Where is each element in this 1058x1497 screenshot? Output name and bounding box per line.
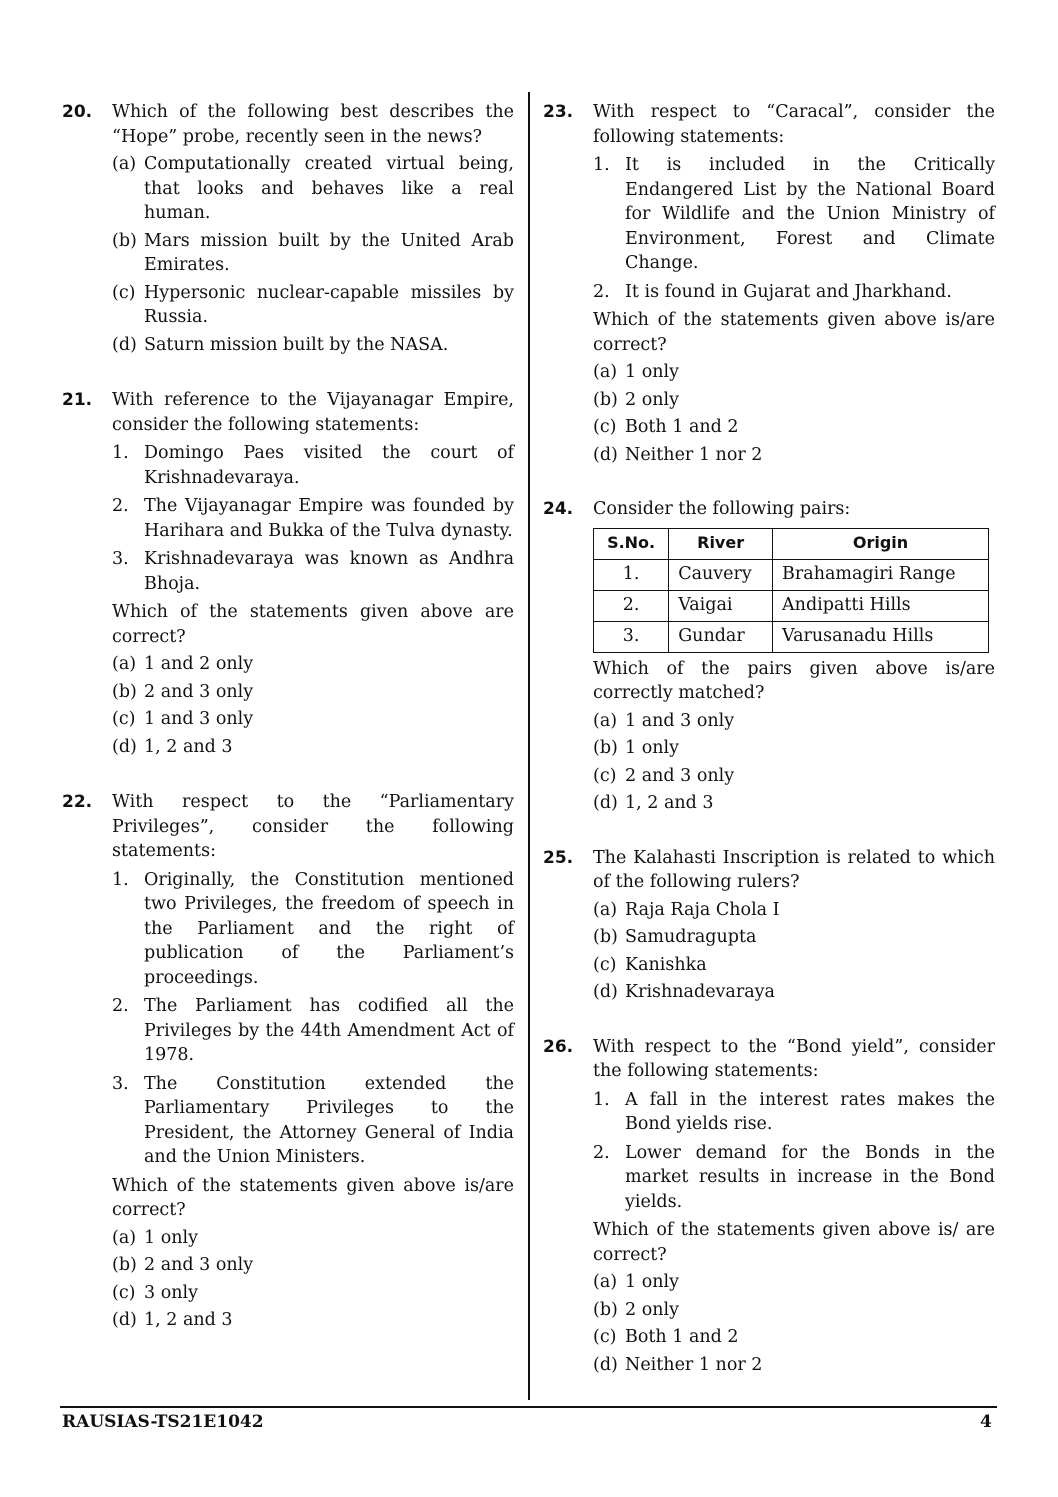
option-c: (c) Kanishka (593, 954, 707, 975)
option-d: (d) 1, 2 and 3 (112, 736, 233, 757)
question-text: With respect to the “Parliamentary Privileges”, consider the following statements: (112, 792, 514, 861)
question-number: 20. (62, 102, 93, 122)
table-row (594, 590, 989, 621)
option-a: (a) 1 only (112, 1227, 198, 1248)
question-text: With reference to the Vijayanagar Empire, consider the following statements: (112, 390, 514, 435)
statement-2: 2. The Vijayanagar Empire was founded by Harihara and Bukka of the Tulva dynasty. (112, 496, 514, 541)
footer-rule (60, 1406, 997, 1408)
question-prompt: Which of the pairs given above is/are correctly matched? (593, 658, 995, 703)
question-number: 23. (543, 102, 574, 122)
option-d: (d) Neither 1 nor 2 (593, 444, 763, 465)
option-c: (c) Both 1 and 2 (593, 417, 739, 437)
option-b: (b) 2 and 3 only (112, 681, 254, 702)
statement-3: 3. Krishnadevaraya was known as Andhra Bhoja. (112, 549, 514, 594)
statement-2: 2. Lower demand for the Bonds in the market results in increase in the Bond yields. (593, 1142, 995, 1212)
option-b: (b) 2 and 3 only (112, 1255, 254, 1275)
question-prompt: Which of the statements given above is/ are correct? (593, 1220, 995, 1265)
option-d: (d) Saturn mission built by the NASA. (112, 334, 449, 355)
option-a: (a) Computationally created virtual being, that looks and behaves like a real human. (112, 154, 514, 223)
pairs-table (593, 528, 989, 653)
option-b: (b) Mars mission built by the United Arab Emirates. (112, 230, 514, 275)
option-d: (d) 1, 2 and 3 (112, 1310, 233, 1330)
option-a: (a) 1 only (593, 362, 679, 382)
question-22 (62, 790, 514, 1333)
question-number: 21. (62, 390, 93, 410)
question-text: Which of the following best describes the “Hope” probe, recently seen in the news? (112, 102, 514, 147)
option-b: (b) 2 only (593, 1299, 679, 1320)
question-prompt: Which of the statements given above is/are correct? (593, 310, 995, 355)
statement-1: 1. Originally, the Constitution mentioned two Privileges, the freedom of speech in the Parliament and the right of publication of the Parliament’s proceedings. (112, 869, 514, 988)
page-number: 4 (980, 1412, 992, 1432)
question-number: 25. (543, 847, 574, 868)
table-cell: Gundar (669, 621, 773, 652)
question-23 (543, 100, 995, 467)
table-cell: Andipatti Hills (773, 590, 989, 621)
option-d: (d) 1, 2 and 3 (593, 793, 714, 813)
header-sno: S.No. (594, 528, 669, 559)
paper-code: RAUSIAS-TS21E1042 (62, 1412, 264, 1432)
option-b: (b) 2 only (593, 389, 679, 410)
question-25 (543, 846, 995, 1005)
table-cell: Brahamagiri Range (773, 559, 989, 590)
option-a: (a) 1 and 2 only (112, 654, 254, 674)
option-b: (b) 1 only (593, 738, 679, 758)
question-20 (62, 100, 514, 357)
table-row (594, 559, 989, 590)
statement-1: 1. A fall in the interest rates makes the Bond yields rise. (593, 1089, 995, 1134)
statement-1: 1. Domingo Paes visited the court of Krishnadevaraya. (112, 443, 514, 488)
question-text: The Kalahasti Inscription is related to which of the following rulers? (593, 847, 995, 892)
question-number: 22. (62, 792, 93, 812)
option-b: (b) Samudragupta (593, 927, 757, 947)
question-21 (62, 388, 514, 759)
option-c: (c) Hypersonic nuclear-capable missiles by Russia. (112, 282, 514, 327)
options (112, 152, 514, 357)
question-prompt: Which of the statements given above are correct? (112, 602, 514, 647)
option-c: (c) Both 1 and 2 (593, 1327, 739, 1347)
question-26 (543, 1035, 995, 1378)
statement-1: 1. It is included in the Critically Endangered List by the National Board for Wildlife and the Union Ministry of Environment, Forest and Climate Change. (593, 155, 995, 273)
question-text: With respect to the “Bond yield”, consider the following statements: (593, 1036, 995, 1081)
question-text: Consider the following pairs: (593, 499, 851, 519)
question-number: 26. (543, 1036, 574, 1057)
column-divider (528, 92, 530, 1400)
option-d: (d) Krishnadevaraya (593, 982, 775, 1002)
option-a: (a) Raja Raja Chola I (593, 899, 780, 920)
option-c: (c) 1 and 3 only (112, 709, 254, 729)
option-c: (c) 3 only (112, 1282, 198, 1303)
option-c: (c) 2 and 3 only (593, 765, 735, 786)
question-number: 24. (543, 499, 574, 519)
option-d: (d) Neither 1 nor 2 (593, 1354, 763, 1375)
statement-2: 2. It is found in Gujarat and Jharkhand. (593, 281, 952, 302)
statement-3: 3. The Constitution extended the Parliamentary Privileges to the President, the Attorney General of India and the Union Ministers. (112, 1073, 514, 1167)
table-row (594, 621, 989, 652)
table-cell: 1. (594, 559, 669, 590)
left-column (62, 100, 514, 1333)
option-a: (a) 1 only (593, 1272, 679, 1292)
header-origin: Origin (773, 528, 989, 559)
table-cell: 3. (594, 621, 669, 652)
question-prompt: Which of the statements given above is/are correct? (112, 1175, 514, 1220)
table-cell: Cauvery (669, 559, 773, 590)
question-24 (543, 497, 995, 816)
table-cell: Varusanadu Hills (773, 621, 989, 652)
table-header-row (594, 528, 989, 559)
table-cell: Vaigai (669, 590, 773, 621)
table-cell: 2. (594, 590, 669, 621)
statement-2: 2. The Parliament has codified all the Privileges by the 44th Amendment Act of 1978. (112, 996, 514, 1065)
header-river: River (669, 528, 773, 559)
option-a: (a) 1 and 3 only (593, 710, 735, 731)
right-column (543, 100, 995, 1377)
question-text: With respect to “Caracal”, consider the following statements: (593, 102, 995, 147)
